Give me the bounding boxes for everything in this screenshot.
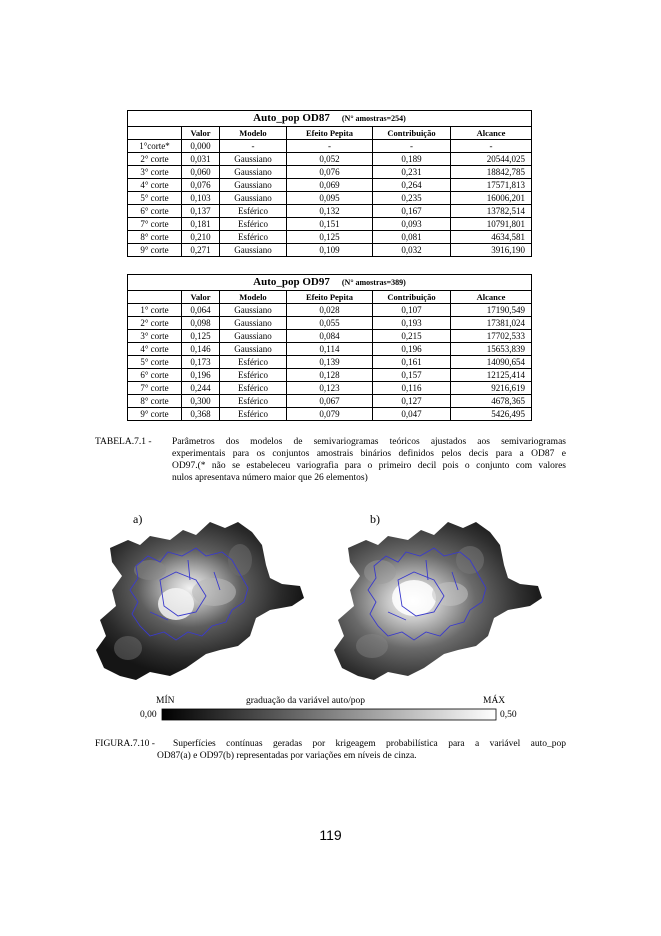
table-cell: 9° corte (128, 244, 182, 257)
table-cell: Gaussiano (220, 304, 287, 317)
caption-line: nulos apresentava número maior que 26 elementos) (172, 473, 368, 483)
table-cell: Gaussiano (220, 153, 287, 166)
table-cell: 0,215 (373, 330, 451, 343)
table-cell: Esférico (220, 205, 287, 218)
table-cell: 0,084 (287, 330, 373, 343)
caption-line: experimentais para os conjuntos amostrais binários definidos pelos decis para a OD87 e (172, 449, 566, 459)
table-cell: 4° corte (128, 343, 182, 356)
table-cell: 17381,024 (451, 317, 532, 330)
table-cell: 9216,619 (451, 382, 532, 395)
table-cell: 17571,813 (451, 179, 532, 192)
table-cell: 16006,201 (451, 192, 532, 205)
table-cell: - (287, 140, 373, 153)
table-cell: 0,368 (182, 408, 220, 421)
table-cell: 0,031 (182, 153, 220, 166)
table-cell: 0,000 (182, 140, 220, 153)
table-cell: Esférico (220, 382, 287, 395)
table-cell: 0,157 (373, 369, 451, 382)
table-cell: 7° corte (128, 218, 182, 231)
caption-line: Parâmetros dos modelos de semivariogramas teóricos ajustados aos semivariogramas (172, 437, 566, 447)
table-cell: 17702,533 (451, 330, 532, 343)
header-cell: Alcance (451, 127, 532, 140)
table-cell: Esférico (220, 395, 287, 408)
table-cell: 0,095 (287, 192, 373, 205)
table-cell: 0,055 (287, 317, 373, 330)
table-subtitle: (N° amostras=389) (341, 278, 406, 287)
table-cell: 0,127 (373, 395, 451, 408)
table-cell: 8° corte (128, 231, 182, 244)
table-cell: 0,076 (287, 166, 373, 179)
table-cell: 4634,581 (451, 231, 532, 244)
table-cell: 5° corte (128, 356, 182, 369)
table-cell: 0,244 (182, 382, 220, 395)
table-cell: Gaussiano (220, 192, 287, 205)
header-cell: Valor (182, 291, 220, 304)
header-cell: Contribuição (373, 127, 451, 140)
table-cell: - (373, 140, 451, 153)
table-cell: 0,098 (182, 317, 220, 330)
table-cell: 3° corte (128, 166, 182, 179)
table-cell: 0,189 (373, 153, 451, 166)
table-title-text: Auto_pop OD87 (253, 112, 330, 124)
page-number: 119 (319, 827, 342, 843)
header-cell: Contribuição (373, 291, 451, 304)
table-cell: Gaussiano (220, 317, 287, 330)
table-cell: Gaussiano (220, 244, 287, 257)
table-cell: 8° corte (128, 395, 182, 408)
table-cell: 0,132 (287, 205, 373, 218)
table-cell: 0,193 (373, 317, 451, 330)
map-a (96, 522, 304, 680)
legend-min-value: 0,00 (140, 710, 157, 720)
table-cell: 0,210 (182, 231, 220, 244)
map-a-patch (134, 560, 166, 580)
table-cell: 20544,025 (451, 153, 532, 166)
caption-line: OD97.(* não se estabeleceu variografia para o primeiro decil pois o conjunto com valores (172, 461, 566, 471)
table-cell: 0,300 (182, 395, 220, 408)
table-cell: 0,137 (182, 205, 220, 218)
table-cell: 7° corte (128, 382, 182, 395)
table-cell: 0,047 (373, 408, 451, 421)
table-cell: 0,181 (182, 218, 220, 231)
map-b (334, 522, 542, 680)
table-cell: 0,231 (373, 166, 451, 179)
table-cell: 15653,839 (451, 343, 532, 356)
table-cell: Esférico (220, 356, 287, 369)
table-cell: 0,167 (373, 205, 451, 218)
legend-max-label: MÁX (483, 696, 506, 706)
table-cell: 0,271 (182, 244, 220, 257)
table-cell: 17190,549 (451, 304, 532, 317)
header-cell: Modelo (220, 291, 287, 304)
header-cell: Efeito Pepita (287, 127, 373, 140)
table-cell: 0,093 (373, 218, 451, 231)
table-cell: 0,114 (287, 343, 373, 356)
table-cell: 0,161 (373, 356, 451, 369)
map-b-patch (356, 634, 388, 658)
caption-line: Superfícies contínuas geradas por krigeagem probabilística para a variável auto_pop (173, 739, 566, 749)
legend-title: graduação da variável auto/pop (246, 696, 365, 706)
table-cell: 1° corte (128, 304, 182, 317)
table-cell: Esférico (220, 369, 287, 382)
table-cell: 1°corte* (128, 140, 182, 153)
panel-a-label: a) (133, 512, 143, 526)
table-cell: 0,107 (373, 304, 451, 317)
table-cell: 5° corte (128, 192, 182, 205)
table-cell: - (220, 140, 287, 153)
table-subtitle: (N° amostras=254) (341, 114, 406, 123)
table-cell: 2° corte (128, 153, 182, 166)
table-cell: Gaussiano (220, 343, 287, 356)
table-cell: 0,109 (287, 244, 373, 257)
table-cell: 12125,414 (451, 369, 532, 382)
caption-line: OD87(a) e OD97(b) representadas por variações em níveis de cinza. (157, 751, 417, 761)
table-cell: 0,060 (182, 166, 220, 179)
table-cell: 0,196 (373, 343, 451, 356)
table-cell: 0,123 (287, 382, 373, 395)
header-cell: Valor (182, 127, 220, 140)
table-cell: 0,151 (287, 218, 373, 231)
table-cell: 2° corte (128, 317, 182, 330)
table-cell: Esférico (220, 408, 287, 421)
table-cell: 0,125 (287, 231, 373, 244)
table-cell: 0,067 (287, 395, 373, 408)
legend-gradient-bar (162, 709, 496, 720)
table-cell: 0,103 (182, 192, 220, 205)
table-title-text: Auto_pop OD97 (253, 276, 330, 288)
table-cell: 6° corte (128, 205, 182, 218)
table-cell: - (451, 140, 532, 153)
table-cell: 0,264 (373, 179, 451, 192)
table-cell: 0,235 (373, 192, 451, 205)
header-cell: Modelo (220, 127, 287, 140)
figure-caption-label: FIGURA.7.10 - (95, 739, 155, 749)
figure-caption-text (157, 738, 566, 762)
table-cell: 0,116 (373, 382, 451, 395)
table-cell: 6° corte (128, 369, 182, 382)
table-cell: 18842,785 (451, 166, 532, 179)
header-cell: Alcance (451, 291, 532, 304)
table-cell: Gaussiano (220, 179, 287, 192)
table-cell: 0,139 (287, 356, 373, 369)
table-cell: 0,125 (182, 330, 220, 343)
table-cell: Esférico (220, 231, 287, 244)
table-cell: 10791,801 (451, 218, 532, 231)
table-cell: Gaussiano (220, 166, 287, 179)
table-cell: 14090,654 (451, 356, 532, 369)
table-cell: 3° corte (128, 330, 182, 343)
table-cell: 0,069 (287, 179, 373, 192)
table-caption-label: TABELA.7.1 - (95, 437, 152, 447)
table-cell: 4° corte (128, 179, 182, 192)
map-a-patch (192, 578, 236, 606)
table-cell: Esférico (220, 218, 287, 231)
map-a-patch (114, 636, 142, 660)
table-cell: 3916,190 (451, 244, 532, 257)
panel-b-label: b) (370, 512, 380, 526)
table-cell: 4678,365 (451, 395, 532, 408)
header-cell: Efeito Pepita (287, 291, 373, 304)
table-cell: 9° corte (128, 408, 182, 421)
table-cell: 0,028 (287, 304, 373, 317)
table-cell: 13782,514 (451, 205, 532, 218)
table-cell: 0,079 (287, 408, 373, 421)
table-cell: 0,052 (287, 153, 373, 166)
table-cell: 0,128 (287, 369, 373, 382)
table-cell: 0,173 (182, 356, 220, 369)
table-cell: 0,196 (182, 369, 220, 382)
table-cell: 0,081 (373, 231, 451, 244)
table-cell: 0,032 (373, 244, 451, 257)
legend-max-value: 0,50 (500, 710, 517, 720)
table-cell: 0,064 (182, 304, 220, 317)
table-cell: Gaussiano (220, 330, 287, 343)
legend-min-label: MÍN (156, 696, 175, 706)
table-cell: 0,076 (182, 179, 220, 192)
map-b-patch (364, 560, 396, 584)
table-cell: 0,146 (182, 343, 220, 356)
table-cell: 5426,495 (451, 408, 532, 421)
